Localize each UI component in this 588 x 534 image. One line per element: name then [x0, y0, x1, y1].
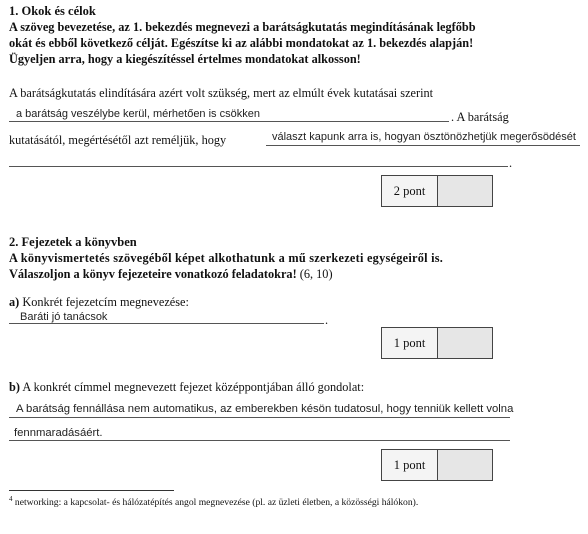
answer3-line [9, 166, 508, 167]
part-b-text: A konkrét címmel megnevezett fejezet középpontjában álló gondolat: [19, 380, 365, 394]
part-b-answer-line1: A barátság fennállása nem automatikus, az emberekben késön tudatosul, hogy tenniük kellett volna [16, 403, 514, 415]
section1-heading: 1. Okok és célok [9, 4, 96, 18]
part-a-score-label: 1 pont [382, 328, 438, 358]
section2-instruction-line2 [9, 266, 333, 282]
part-a-text: Konkrét fejezetcím megnevezése: [19, 295, 189, 309]
section2-instruction-line1: A könyvismertetés szövegéből képet alkothatunk a mű szerkezeti egységeiről is. [9, 251, 444, 265]
section2-instruction-ref: (6, 10) [296, 267, 333, 281]
section1-instruction-line2: okát és ebből következő célját. Egészítse ki az alábbi mondatokat az 1. bekezdés alapján! [9, 36, 474, 50]
part-a-label: a) [9, 295, 20, 309]
footnote-text: networking: a kapcsolat- és hálózatépítés angol megnevezése (pl. az üzleti életben, a közösségi hálókon). [12, 497, 419, 509]
part-a-prompt [9, 295, 189, 310]
part-a-score-box [381, 327, 493, 359]
section1-score-label: 2 pont [382, 176, 438, 206]
section1-end-period: . [509, 156, 513, 170]
part-a-period: . [325, 313, 329, 327]
part-b-label: b) [9, 380, 20, 394]
section1-score-field[interactable] [438, 176, 492, 206]
part-b-score-box [381, 449, 493, 481]
part-a-score-field[interactable] [438, 328, 492, 358]
section1-answer2: választ kapunk arra is, hogyan ösztönözhetjük megerősödését [272, 131, 576, 143]
section2-instruction-bold: Válaszoljon a könyv fejezeteire vonatkozó feladatokra! [9, 267, 297, 281]
part-b-prompt [9, 380, 364, 395]
footnote-marker: 4 [9, 495, 13, 503]
part-b-line1 [9, 417, 510, 418]
part-b-answer-line2: fennmaradásáért. [14, 427, 103, 439]
section2-heading: 2. Fejezetek a könyvben [9, 235, 137, 249]
section1-sentence3: kutatásától, megértésétől azt reméljük, hogy [9, 133, 227, 147]
section1-sentence1: A barátságkutatás elindítására azért volt szükség, mert az elmúlt évek kutatásai szerint [9, 86, 434, 100]
footnote [9, 495, 418, 508]
section1-sentence2-end: . A barátság [451, 110, 509, 124]
section1-instruction-line1: A szöveg bevezetése, az 1. bekezdés megnevezi a barátságkutatás megindításának legfőbb [9, 20, 476, 34]
part-a-answer: Baráti jó tanácsok [20, 311, 108, 323]
section1-instruction-line3: Ügyeljen arra, hogy a kiegészítéssel értelmes mondatokat alkosson! [9, 52, 361, 66]
footnote-separator [9, 490, 174, 491]
part-b-score-label: 1 pont [382, 450, 438, 480]
part-b-score-field[interactable] [438, 450, 492, 480]
answer2-line [266, 145, 580, 146]
section1-answer1: a barátság veszélybe kerül, mérhetően is csökken [16, 108, 260, 120]
part-b-line2 [9, 440, 510, 441]
answer1-line [9, 121, 449, 122]
section1-score-box [381, 175, 493, 207]
part-a-line [9, 323, 324, 324]
